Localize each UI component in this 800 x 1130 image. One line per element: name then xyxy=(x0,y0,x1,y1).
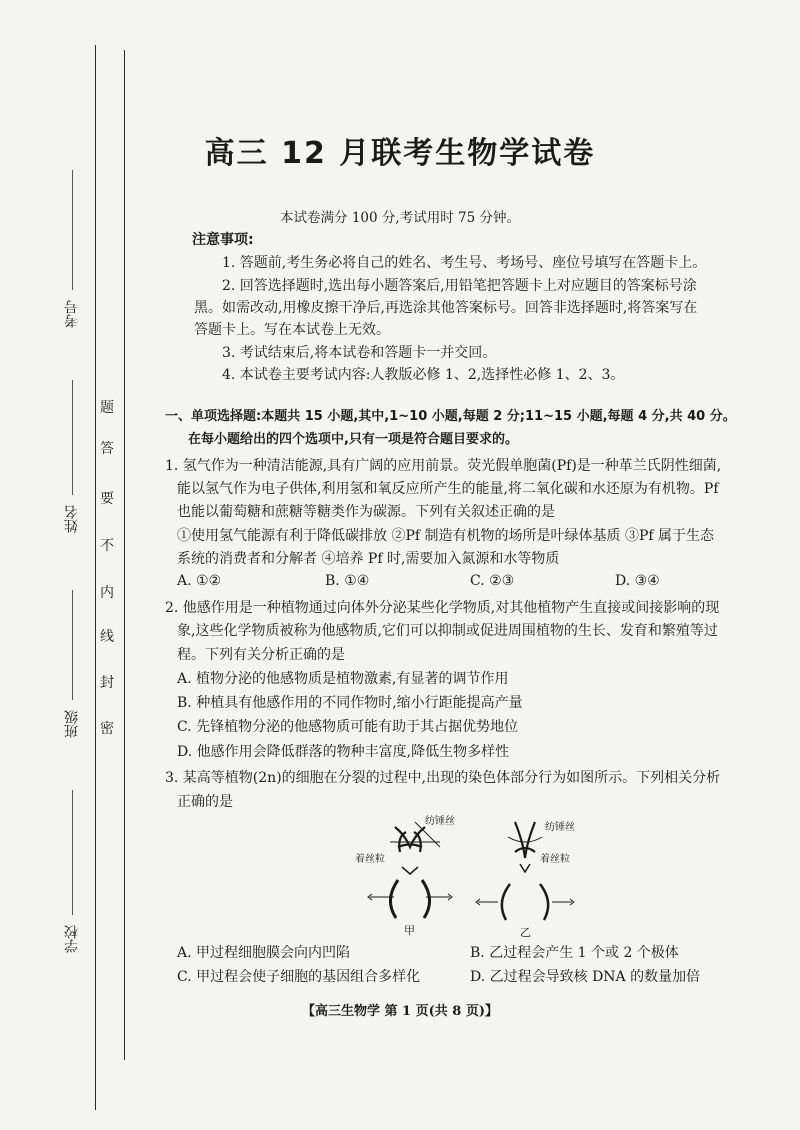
label-xingming: 姓名 xyxy=(64,505,80,533)
q1-stem: 也能以葡萄糖和蔗糖等糖类作为碳源。下列有关叙述正确的是 xyxy=(177,504,555,520)
q1-option-a: A. ①② xyxy=(177,573,222,589)
xingming-blank-line xyxy=(72,380,73,495)
q3-option-c: C. 甲过程会使子细胞的基因组合多样化 xyxy=(177,969,421,985)
notes-item: 3. 考试结束后,将本试卷和答题卡一并交回。 xyxy=(222,345,497,361)
q1-statement: 系统的消费者和分解者 ④培养 Pf 时,需要加入氮源和水等物质 xyxy=(177,551,560,567)
seal-char: 线 xyxy=(100,629,114,645)
section-heading: 一、单项选择题:本题共 15 小题,其中,1~10 小题,每题 2 分;11~15 小题,每题 4 分,共 40 分。 xyxy=(165,409,736,424)
seal-char: 内 xyxy=(100,585,114,601)
binding-line-inner xyxy=(124,50,125,1060)
q1-option-b: B. ①④ xyxy=(325,573,370,589)
q2-option-d: D. 他感作用会降低群落的物种丰富度,降低生物多样性 xyxy=(177,744,510,760)
centromere-label-yi: 着丝粒 xyxy=(540,854,570,865)
q2-option-a: A. 植物分泌的他感物质是植物激素,有显著的调节作用 xyxy=(177,671,509,687)
q1-stem: 能以氢气作为电子供体,利用氢和氧反应所产生的能量,将二氧化碳和水还原为有机物。Pf xyxy=(177,481,719,497)
notes-heading: 注意事项: xyxy=(192,232,254,248)
q2-stem: 程。下列有关分析正确的是 xyxy=(177,647,345,663)
spindle-label-jia: 纺锤丝 xyxy=(425,816,455,827)
section-instruction: 在每小题给出的四个选项中,只有一项是符合题目要求的。 xyxy=(188,432,518,447)
kaohao-blank-line xyxy=(72,170,73,290)
q2-stem: 2. 他感作用是一种植物通过向体外分泌某些化学物质,对其他植物产生直接或间接影响的现 xyxy=(165,600,720,616)
notes-item: 4. 本试卷主要考试内容:人教版必修 1、2,选择性必修 1、2、3。 xyxy=(222,367,625,383)
q1-statement: ①使用氢气能源有利于降低碳排放 ②Pf 制造有机物的场所是叶绿体基质 ③Pf 属于生态 xyxy=(177,528,715,544)
notes-item: 黑。如需改动,用橡皮擦干净后,再选涂其他答案标号。回答非选择题时,将答案写在 xyxy=(194,300,698,316)
q2-option-b: B. 种植具有他感作用的不同作物时,缩小行距能提高产量 xyxy=(177,695,523,711)
banji-blank-line xyxy=(72,590,73,700)
q3-option-b: B. 乙过程会产生 1 个或 2 个极体 xyxy=(470,945,679,961)
spindle-label-yi: 纺锤丝 xyxy=(545,822,575,833)
seal-char: 题 xyxy=(100,400,114,416)
page-title: 高三 12 月联考生物学试卷 xyxy=(204,136,596,171)
seal-char: 不 xyxy=(100,538,114,554)
label-xuexiao: 学校 xyxy=(64,925,80,953)
centromere-label-jia: 着丝粒 xyxy=(355,854,385,865)
q2-option-c: C. 先锋植物分泌的他感物质可能有助于其占据优势地位 xyxy=(177,719,519,735)
q3-option-a: A. 甲过程细胞膜会向内凹陷 xyxy=(177,945,351,961)
notes-item: 答题卡上。写在本试卷上无效。 xyxy=(194,322,390,338)
figure-yi xyxy=(476,822,574,920)
q1-option-d: D. ③④ xyxy=(615,573,660,589)
q3-option-d: D. 乙过程会导致核 DNA 的数量加倍 xyxy=(470,969,701,985)
q1-stem: 1. 氢气作为一种清洁能源,具有广阔的应用前景。荧光假单胞菌(Pf)是一种革兰氏阴性细菌, xyxy=(165,458,722,474)
seal-char: 答 xyxy=(100,441,114,457)
page-footer: 【高三生物学 第 1 页(共 8 页)】 xyxy=(301,1004,499,1019)
q1-options xyxy=(0,573,800,595)
figure-jia xyxy=(368,822,452,918)
seal-char: 要 xyxy=(100,491,114,507)
figure-label-jia: 甲 xyxy=(404,924,415,937)
label-kaohao: 考号 xyxy=(64,300,80,328)
figure-label-yi: 乙 xyxy=(520,926,531,937)
seal-char: 密 xyxy=(100,721,114,737)
exam-info: 本试卷满分 100 分,考试用时 75 分钟。 xyxy=(280,210,520,226)
q3-stem: 3. 某高等植物(2n)的细胞在分裂的过程中,出现的染色体部分行为如图所示。下列相关分析 xyxy=(165,770,721,786)
q3-stem: 正确的是 xyxy=(177,794,233,810)
notes-item: 2. 回答选择题时,选出每小题答案后,用铅笔把答题卡上对应题目的答案标号涂 xyxy=(222,278,697,294)
q1-option-c: C. ②③ xyxy=(470,573,515,589)
chromosome-figure xyxy=(340,812,600,937)
xuexiao-blank-line xyxy=(72,790,73,915)
notes-item: 1. 答题前,考生务必将自己的姓名、考生号、考场号、座位号填写在答题卡上。 xyxy=(222,255,707,271)
label-banji: 班级 xyxy=(64,710,80,738)
q2-stem: 象,这些化学物质被称为他感物质,它们可以抑制或促进周围植物的生长、发育和繁殖等过 xyxy=(177,623,718,639)
seal-char: 封 xyxy=(100,675,114,691)
